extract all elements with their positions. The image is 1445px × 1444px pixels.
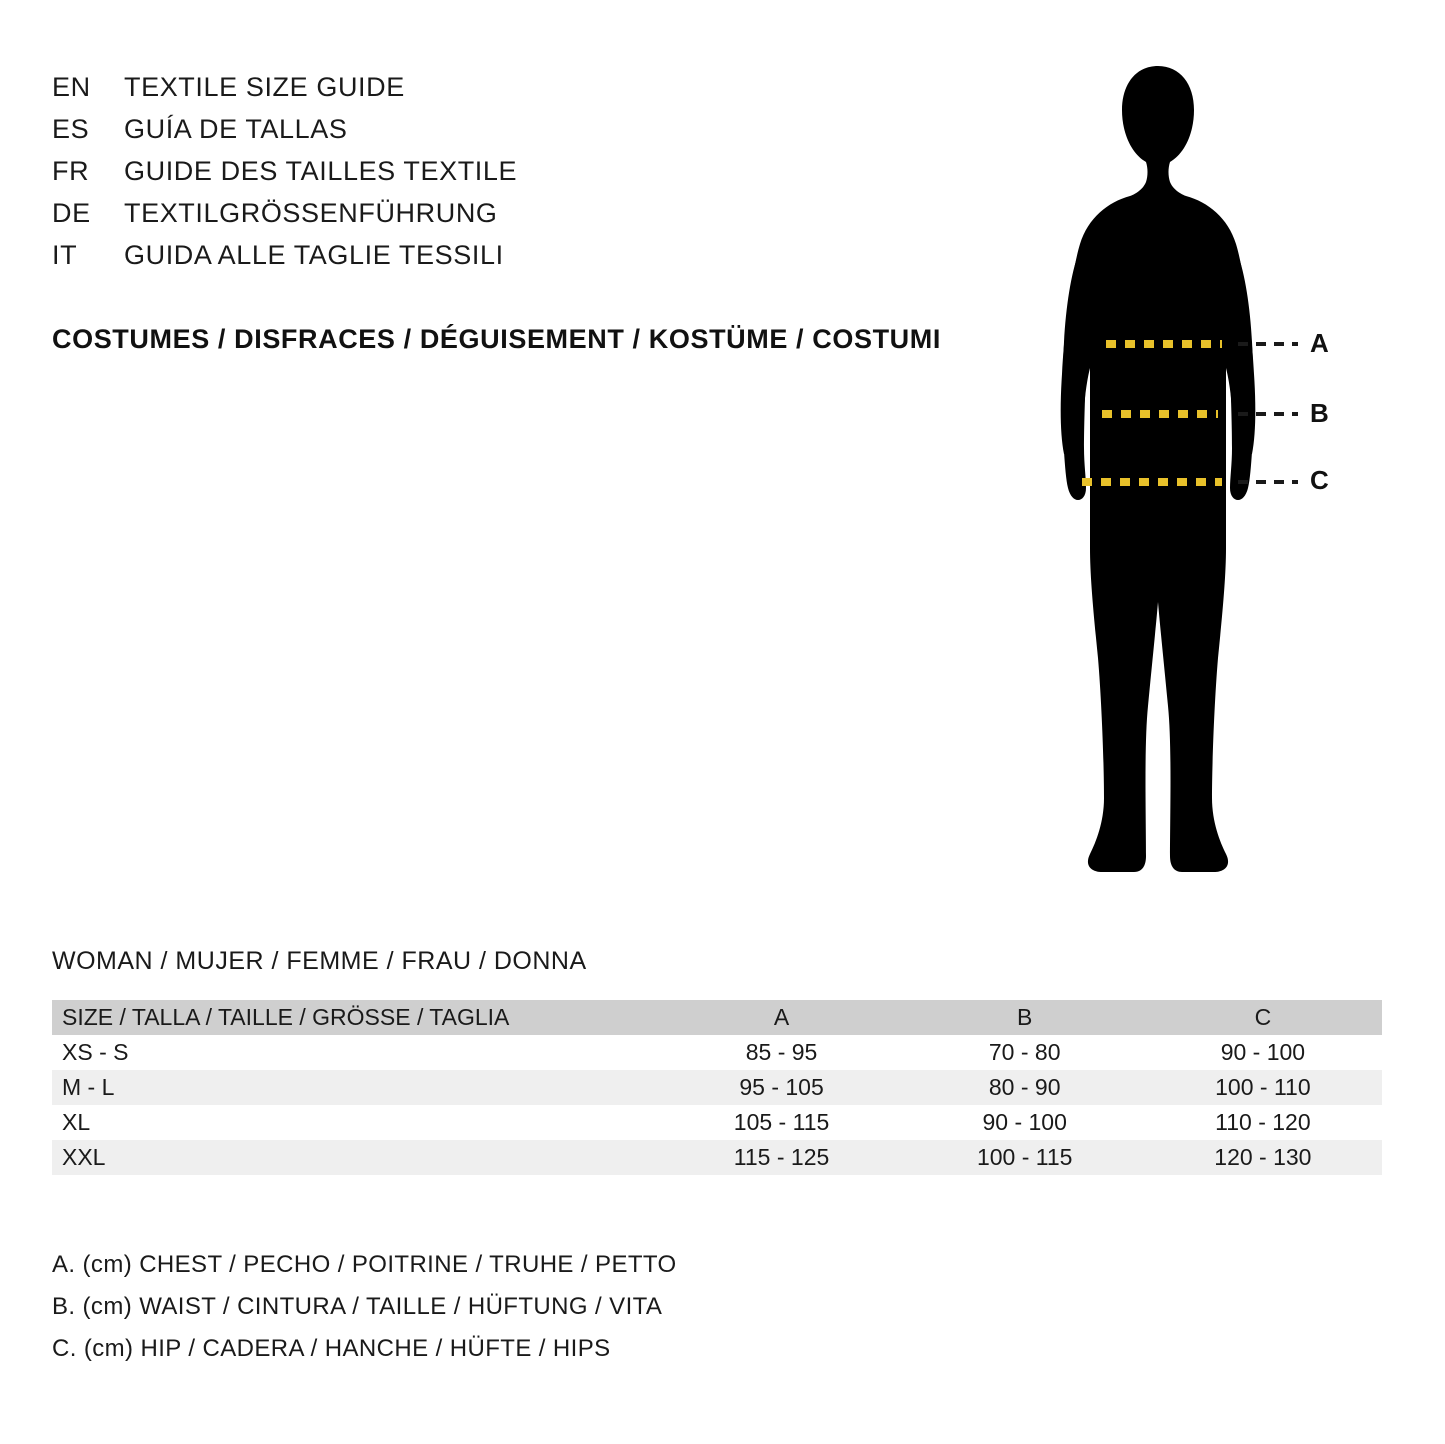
cell-a: 85 - 95 — [745, 1039, 818, 1065]
cell-a: 115 - 125 — [733, 1144, 830, 1170]
measurement-legend — [52, 1244, 677, 1370]
column-header-a: A — [773, 1004, 790, 1030]
cell-b: 80 - 90 — [988, 1074, 1061, 1100]
language-text-de: TEXTILGRÖSSENFÜHRUNG — [124, 198, 498, 228]
language-row-en — [52, 72, 952, 114]
language-code-it: IT — [52, 240, 78, 270]
table-row — [52, 1140, 1382, 1175]
column-header-size: SIZE / TALLA / TAILLE / GRÖSSE / TAGLIA — [62, 1004, 510, 1030]
costumes-subtitle: COSTUMES / DISFRACES / DÉGUISEMENT / KOSTÜME / COSTUMI — [52, 324, 941, 354]
table-section-title: WOMAN / MUJER / FEMME / FRAU / DONNA — [52, 947, 587, 975]
column-header-b: B — [1017, 1004, 1033, 1030]
cell-size: XS - S — [62, 1039, 129, 1065]
language-code-de: DE — [52, 198, 91, 228]
marker-label-b: B — [1310, 398, 1329, 428]
table-body — [52, 1035, 1382, 1175]
language-text-en: TEXTILE SIZE GUIDE — [124, 72, 405, 102]
body-figure — [1010, 60, 1390, 890]
legend-row-b: B. (cm) WAIST / CINTURA / TAILLE / HÜFTUNG / VITA — [52, 1293, 663, 1320]
language-code-fr: FR — [52, 156, 90, 186]
language-text-fr: GUIDE DES TAILLES TEXTILE — [124, 156, 518, 186]
marker-label-c: C — [1310, 465, 1329, 495]
language-text-es: GUÍA DE TALLAS — [124, 114, 348, 144]
cell-size: XXL — [62, 1144, 106, 1170]
language-row-es — [52, 114, 952, 156]
cell-a: 105 - 115 — [733, 1109, 830, 1135]
cell-a: 95 - 105 — [739, 1074, 824, 1100]
cell-size: M - L — [62, 1074, 115, 1100]
language-row-de — [52, 198, 952, 240]
cell-size: XL — [62, 1109, 91, 1135]
legend-row-a: A. (cm) CHEST / PECHO / POITRINE / TRUHE / PETTO — [52, 1251, 677, 1278]
legend-row-c: C. (cm) HIP / CADERA / HANCHE / HÜFTE / HIPS — [52, 1335, 611, 1362]
cell-c: 100 - 110 — [1215, 1074, 1311, 1100]
table-header-row — [52, 1000, 1382, 1035]
language-row-fr — [52, 156, 952, 198]
cell-b: 90 - 100 — [982, 1109, 1067, 1135]
table-header — [52, 1000, 1382, 1035]
language-code-en: EN — [52, 72, 91, 102]
table-row — [52, 1070, 1382, 1105]
female-silhouette-icon — [1010, 60, 1390, 890]
language-text-it: GUIDA ALLE TAGLIE TESSILI — [124, 240, 504, 270]
table-row — [52, 1035, 1382, 1070]
cell-c: 120 - 130 — [1214, 1144, 1312, 1170]
column-header-c: C — [1254, 1004, 1272, 1030]
language-title-block — [52, 72, 952, 282]
cell-c: 90 - 100 — [1220, 1039, 1306, 1065]
cell-b: 100 - 115 — [976, 1144, 1073, 1170]
marker-label-a: A — [1310, 328, 1329, 358]
language-row-it — [52, 240, 952, 282]
language-code-es: ES — [52, 114, 90, 144]
size-table — [52, 1000, 1382, 1175]
table-row — [52, 1105, 1382, 1140]
cell-b: 70 - 80 — [988, 1039, 1061, 1065]
cell-c: 110 - 120 — [1215, 1109, 1311, 1135]
